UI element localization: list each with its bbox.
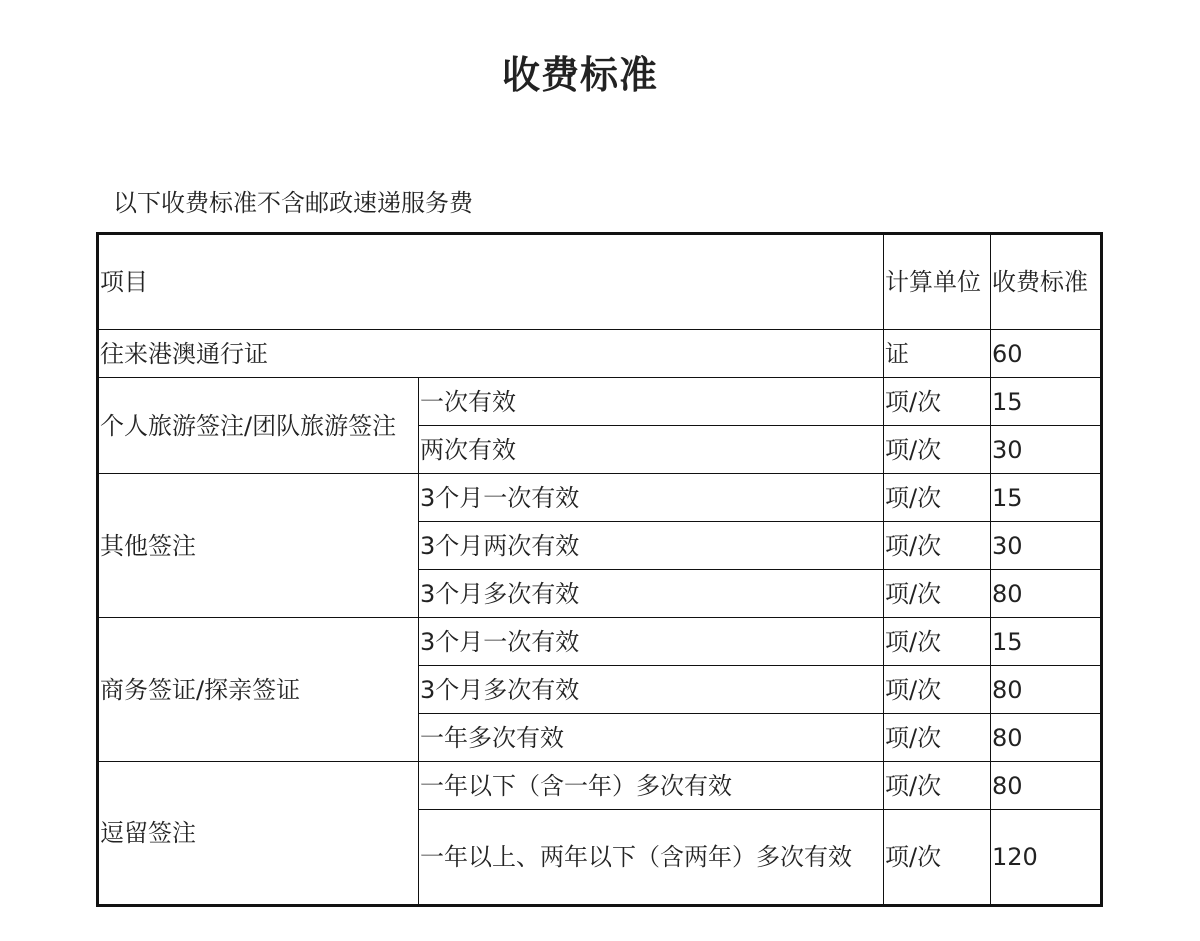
unit-cell: 项/次 — [884, 474, 991, 522]
fee-cell: 15 — [991, 378, 1102, 426]
unit-cell: 项/次 — [884, 810, 991, 906]
table-row — [98, 330, 1102, 378]
sub-item-cell: 一年以下（含一年）多次有效 — [419, 762, 884, 810]
table-row — [98, 474, 1102, 522]
fee-cell: 80 — [991, 762, 1102, 810]
unit-cell: 证 — [884, 330, 991, 378]
sub-item-cell: 一年以上、两年以下（含两年）多次有效 — [419, 810, 884, 906]
fee-cell: 15 — [991, 474, 1102, 522]
header-fee-cell: 收费标准 — [991, 234, 1102, 330]
unit-cell: 项/次 — [884, 570, 991, 618]
sub-item-cell: 一年多次有效 — [419, 714, 884, 762]
unit-cell: 项/次 — [884, 666, 991, 714]
sub-item-cell: 两次有效 — [419, 426, 884, 474]
table-row — [98, 378, 1102, 426]
group-cell: 逗留签注 — [98, 762, 419, 906]
sub-item-cell: 3个月多次有效 — [419, 570, 884, 618]
fee-table — [96, 232, 1103, 907]
item-cell: 往来港澳通行证 — [98, 330, 884, 378]
sub-item-cell: 3个月一次有效 — [419, 474, 884, 522]
unit-cell: 项/次 — [884, 522, 991, 570]
group-cell: 商务签证/探亲签证 — [98, 618, 419, 762]
group-cell: 其他签注 — [98, 474, 419, 618]
page-title: 收费标准 — [501, 53, 658, 97]
table-header-row — [98, 234, 1102, 330]
unit-cell: 项/次 — [884, 426, 991, 474]
fee-cell: 80 — [991, 570, 1102, 618]
table-row — [98, 762, 1102, 810]
table-row — [98, 618, 1102, 666]
fee-cell: 120 — [991, 810, 1102, 906]
unit-cell: 项/次 — [884, 714, 991, 762]
unit-cell: 项/次 — [884, 618, 991, 666]
fee-cell: 80 — [991, 714, 1102, 762]
fee-cell: 30 — [991, 426, 1102, 474]
sub-item-cell: 一次有效 — [419, 378, 884, 426]
unit-cell: 项/次 — [884, 762, 991, 810]
sub-item-cell: 3个月多次有效 — [419, 666, 884, 714]
fee-cell: 30 — [991, 522, 1102, 570]
sub-item-cell: 3个月两次有效 — [419, 522, 884, 570]
fee-cell: 80 — [991, 666, 1102, 714]
header-item-cell: 项目 — [98, 234, 884, 330]
fee-cell: 60 — [991, 330, 1102, 378]
unit-cell: 项/次 — [884, 378, 991, 426]
header-unit-cell: 计算单位 — [884, 234, 991, 330]
fee-cell: 15 — [991, 618, 1102, 666]
fee-note: 以下收费标准不含邮政速递服务费 — [113, 189, 473, 217]
group-cell: 个人旅游签注/团队旅游签注 — [98, 378, 419, 474]
sub-item-cell: 3个月一次有效 — [419, 618, 884, 666]
